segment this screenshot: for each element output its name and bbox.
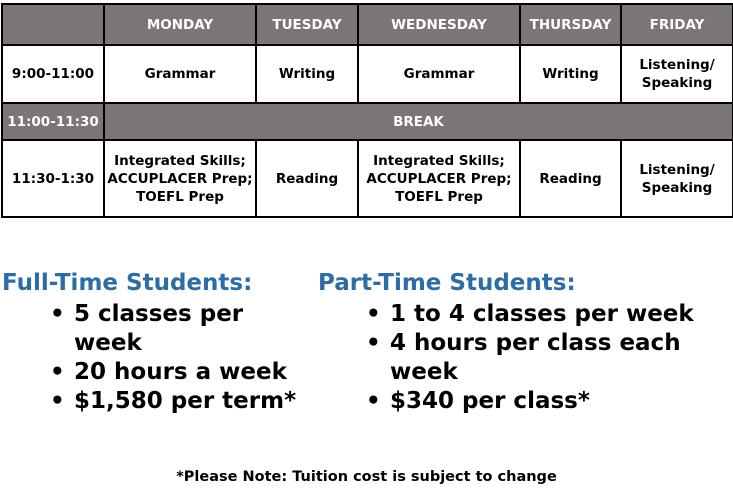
- schedule-row-morning: [2, 45, 733, 103]
- part-time-title: Part-Time Students:: [318, 270, 576, 296]
- class-cell-tuesday-midday: Reading: [256, 140, 358, 217]
- bullet-icon: •: [366, 388, 381, 414]
- class-cell-friday-morning: Listening/ Speaking: [621, 45, 733, 103]
- header-wednesday: WEDNESDAY: [358, 4, 520, 45]
- class-cell-wednesday-morning: Grammar: [358, 45, 520, 103]
- class-cell-thursday-morning: Writing: [520, 45, 621, 103]
- header-monday: MONDAY: [104, 4, 256, 45]
- part-time-section: [318, 268, 733, 416]
- class-cell-monday-morning: Grammar: [104, 45, 256, 103]
- class-cell-monday-midday: Integrated Skills; ACCUPLACER Prep; TOEFL Prep: [104, 140, 256, 217]
- time-cell-break: 11:00-11:30: [2, 103, 104, 140]
- full-time-section: [2, 268, 312, 416]
- time-cell-midday: 11:30-1:30: [2, 140, 104, 217]
- schedule-row-midday: [2, 140, 733, 217]
- schedule-header-row: [2, 4, 733, 45]
- bullet-icon: •: [50, 301, 65, 327]
- header-thursday: THURSDAY: [520, 4, 621, 45]
- tuition-note: *Please Note: Tuition cost is subject to change: [176, 469, 557, 485]
- list-item: • 5 classes per week: [50, 301, 244, 356]
- bullet-icon: •: [366, 301, 381, 327]
- break-label: BREAK: [104, 103, 733, 140]
- header-friday: FRIDAY: [621, 4, 733, 45]
- bullet-icon: •: [50, 359, 65, 385]
- header-tuesday: TUESDAY: [256, 4, 358, 45]
- class-schedule-table: [1, 3, 733, 218]
- bullet-icon: •: [50, 388, 65, 414]
- time-cell-morning: 9:00-11:00: [2, 45, 104, 103]
- class-cell-friday-midday: Listening/ Speaking: [621, 140, 733, 217]
- class-cell-tuesday-morning: Writing: [256, 45, 358, 103]
- part-time-list: [318, 300, 733, 416]
- full-time-list: [2, 300, 312, 416]
- list-item: • $1,580 per term*: [50, 388, 297, 414]
- class-cell-thursday-midday: Reading: [520, 140, 621, 217]
- list-item: • 20 hours a week: [50, 359, 287, 385]
- bullet-icon: •: [366, 330, 381, 356]
- class-cell-wednesday-midday: Integrated Skills; ACCUPLACER Prep; TOEFL Prep: [358, 140, 520, 217]
- list-item: • 1 to 4 classes per week: [366, 301, 694, 327]
- header-corner-cell: [2, 4, 104, 45]
- schedule-break-row: [2, 103, 733, 140]
- full-time-title: Full-Time Students:: [2, 270, 253, 296]
- list-item: • $340 per class*: [366, 388, 590, 414]
- list-item: • 4 hours per class each week: [366, 330, 681, 385]
